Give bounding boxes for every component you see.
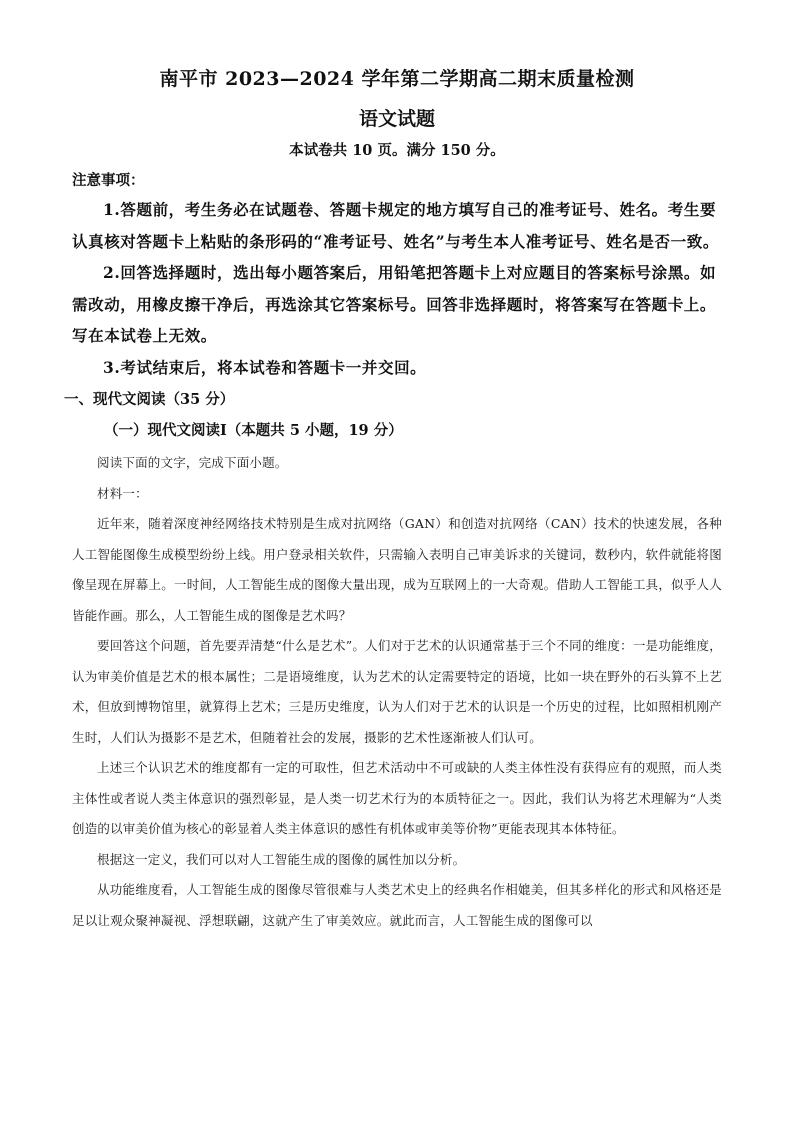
exam-meta: 本试卷共 10 页。满分 150 分。 xyxy=(289,142,505,159)
notice-item: 2.回答选择题时，选出每小题答案后，用铅笔把答题卡上对应题目的答案标号涂黑。如需改动，用橡皮擦干净后，再选涂其它答案标号。回答非选择题时，将答案写在答题卡上。写在本试卷上无效。 xyxy=(72,263,717,345)
section-heading: 一、现代文阅读（35 分） xyxy=(64,391,235,408)
passage-paragraph: 根据这一定义，我们可以对人工智能生成的图像的属性加以分析。 xyxy=(97,851,466,867)
reading-passage xyxy=(72,448,722,936)
exam-title: 南平市 2023—2024 学年第二学期高二期末质量检测 xyxy=(159,68,635,90)
passage-paragraph: 近年来，随着深度神经网络技术特别是生成对抗网络（GAN）和创造对抗网络（CAN）技术的快速发展，各种人工智能图像生成模型纷纷上线。用户登录相关软件，只需输入表明自己审美诉求的关键词，数秒内，软件就能将图像呈现在屏幕上。一时间，人工智能生成的图像大量出现，成为互联网上的一大奇观。借助人工智能工具，似乎人人皆能作画。那么，人工智能生成的图像是艺术吗？ xyxy=(72,516,722,623)
passage-paragraph: 上述三个认识艺术的维度都有一定的可取性，但艺术活动中不可或缺的人类主体性没有获得应有的观照，而人类主体性或者说人类主体意识的强烈彰显，是人类一切艺术行为的本质特征之一。因此，我们认为将艺术理解为“人类创造的以审美价值为核心的彰显着人类主体意识的感性有机体或审美等价物”更能表现其本体特征。 xyxy=(72,760,722,836)
reading-instruction: 阅读下面的文字，完成下面小题。 xyxy=(97,455,288,470)
notice-list xyxy=(72,194,722,383)
passage-paragraph: 从功能维度看，人工智能生成的图像尽管很难与人类艺术史上的经典名作相媲美，但其多样化的形式和风格还是足以让观众聚神凝视、浮想联翩，这就产生了审美效应。就此而言，人工智能生成的图像可以 xyxy=(72,882,722,928)
passage-paragraph: 要回答这个问题，首先要弄清楚“什么是艺术”。人们对于艺术的认识通常基于三个不同的维度：一是功能维度，认为审美价值是艺术的根本属性；二是语境维度，认为艺术的认定需要特定的语境，比如一块在野外的石头算不上艺术，但放到博物馆里，就算得上艺术；三是历史维度，认为人们对于艺术的认识是一个历史的过程，比如照相机刚产生时，人们认为摄影不是艺术，但随着社会的发展，摄影的艺术性逐渐被人们认可。 xyxy=(72,638,722,745)
notice-heading: 注意事项： xyxy=(72,172,145,189)
notice-item: 3.考试结束后，将本试卷和答题卡一并交回。 xyxy=(103,357,427,377)
material-label: 材料一： xyxy=(97,485,148,501)
exam-subject: 语文试题 xyxy=(358,108,435,130)
subsection-heading: （一）现代文阅读Ⅰ（本题共 5 小题，19 分） xyxy=(104,422,403,439)
notice-item: 1.答题前，考生务必在试题卷、答题卡规定的地方填写自己的准考证号、姓名。考生要认真核对答题卡上粘贴的条形码的“准考证号、姓名”与考生本人准考证号、姓名是否一致。 xyxy=(72,200,719,251)
